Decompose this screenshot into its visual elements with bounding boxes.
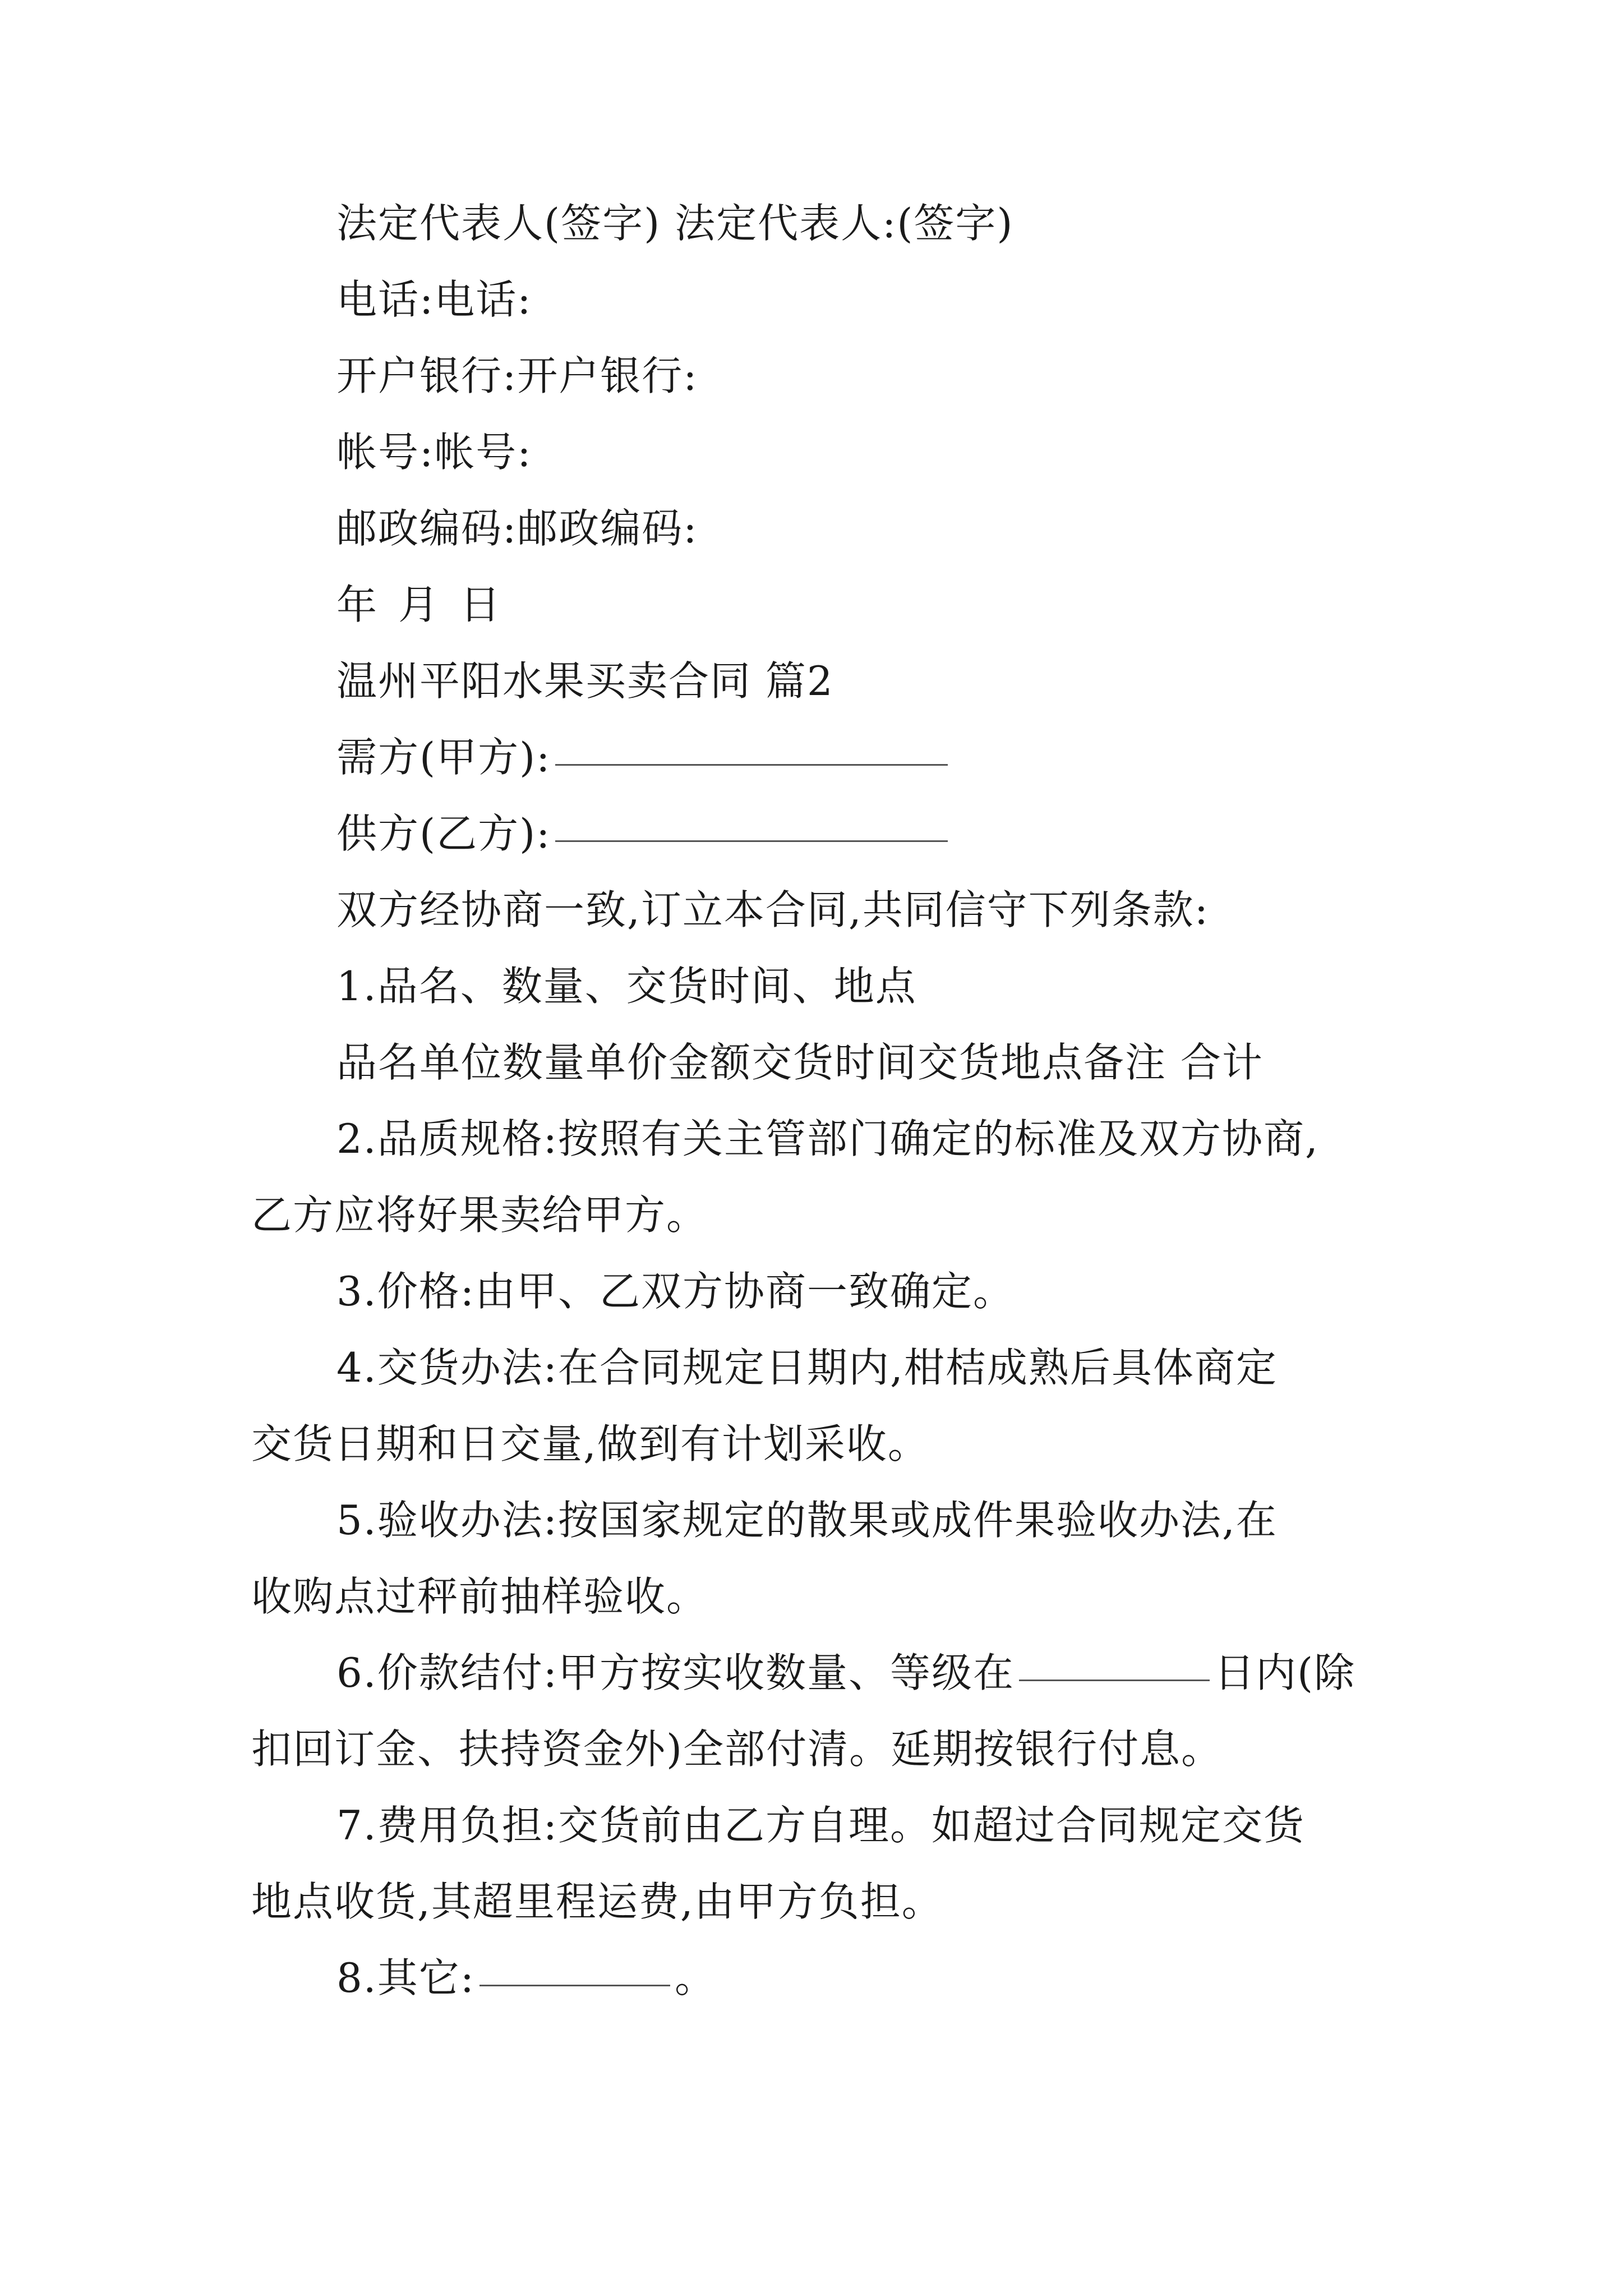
document-body <box>0 185 1623 2016</box>
clause-6-line-1 <box>0 1635 1623 1711</box>
clause-3-text: 3.价格:由甲、乙双方协商一致确定。 <box>336 1268 1015 1315</box>
clause-2-line-2 <box>0 1177 1623 1253</box>
phone-line <box>0 261 1623 338</box>
table-header-line <box>0 1024 1623 1101</box>
date-day: 日 <box>460 581 502 628</box>
clause-7-line-1 <box>0 1787 1623 1864</box>
clause-7-line-2 <box>0 1864 1623 1940</box>
account-line <box>0 414 1623 490</box>
clause-4-line-2 <box>0 1406 1623 1482</box>
clause-6-text-2: 扣回订金、扶持资金外)全部付清。延期按银行付息。 <box>251 1726 1223 1773</box>
clause-5-line-2 <box>0 1558 1623 1635</box>
other-blank <box>479 1985 670 1986</box>
clause-2-text-2: 乙方应将好果卖给甲方。 <box>251 1191 708 1239</box>
date-month: 月 <box>398 581 440 628</box>
intro-line <box>0 872 1623 948</box>
clause-2-line-1 <box>0 1101 1623 1177</box>
bank-text: 开户银行:开户银行: <box>336 352 698 399</box>
buyer-label: 需方(甲方): <box>336 734 551 781</box>
clause-6-text-1-post: 日内(除 <box>1214 1649 1356 1696</box>
clause-7-text-1: 7.费用负担:交货前由乙方自理。如超过合同规定交货 <box>336 1802 1305 1849</box>
signature-line <box>0 185 1623 261</box>
buyer-line <box>0 719 1623 795</box>
clause-1-text: 1.品名、数量、交货时间、地点 <box>336 963 917 1010</box>
postcode-text: 邮政编码:邮政编码: <box>336 505 698 552</box>
date-year: 年 <box>336 581 379 628</box>
clause-8 <box>0 1940 1623 2016</box>
clause-8-text-pre: 8.其它: <box>336 1954 475 2001</box>
clause-4-text-1: 4.交货办法:在合同规定日期内,柑桔成熟后具体商定 <box>336 1344 1278 1391</box>
intro-text: 双方经协商一致,订立本合同,共同信守下列条款: <box>336 886 1210 933</box>
clause-6-text-1-pre: 6.价款结付:甲方按实收数量、等级在 <box>336 1649 1015 1696</box>
phone-text: 电话:电话: <box>336 276 532 323</box>
clause-3 <box>0 1253 1623 1329</box>
clause-2-text-1: 2.品质规格:按照有关主管部门确定的标准及双方协商, <box>336 1115 1319 1162</box>
seller-blank <box>555 840 948 842</box>
seller-label: 供方(乙方): <box>336 810 551 857</box>
clause-6-line-2 <box>0 1711 1623 1787</box>
payment-days-blank <box>1019 1680 1210 1681</box>
account-text: 帐号:帐号: <box>336 429 532 476</box>
clause-4-line-1 <box>0 1329 1623 1406</box>
clause-5-text-2: 收购点过秤前抽样验收。 <box>251 1573 708 1620</box>
seller-line <box>0 795 1623 872</box>
clause-4-text-2: 交货日期和日交量,做到有计划采收。 <box>251 1420 929 1467</box>
clause-8-text-post: 。 <box>674 1954 716 2001</box>
contract-title-text: 温州平阳水果买卖合同 篇2 <box>336 657 834 705</box>
clause-7-text-2: 地点收货,其超里程运费,由甲方负担。 <box>251 1878 943 1925</box>
buyer-blank <box>555 764 948 766</box>
postcode-line <box>0 490 1623 567</box>
bank-line <box>0 338 1623 414</box>
date-line <box>0 567 1623 643</box>
contract-title <box>0 643 1623 719</box>
table-header-text: 品名单位数量单价金额交货时间交货地点备注 合计 <box>336 1039 1264 1086</box>
signature-text: 法定代表人(签字) 法定代表人:(签字) <box>336 200 1014 247</box>
clause-5-line-1 <box>0 1482 1623 1558</box>
clause-5-text-1: 5.验收办法:按国家规定的散果或成件果验收办法,在 <box>336 1497 1278 1544</box>
clause-1 <box>0 948 1623 1024</box>
